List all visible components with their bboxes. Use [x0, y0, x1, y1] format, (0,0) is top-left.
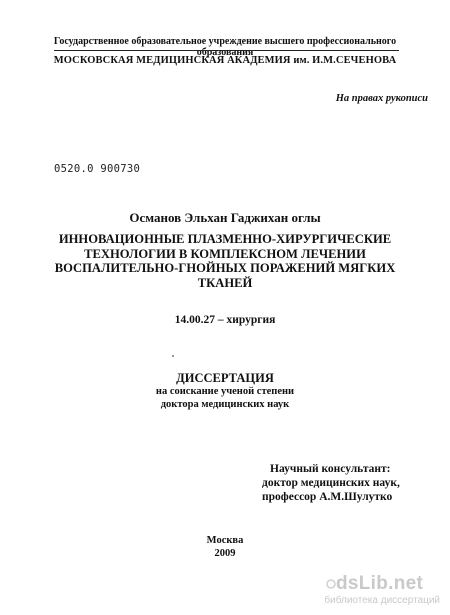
- year: 2009: [214, 548, 236, 559]
- watermark-logo: dsLib.net: [336, 573, 424, 594]
- title-line: ИННОВАЦИОННЫЕ ПЛАЗМЕННО-ХИРУРГИЧЕСКИЕ: [58, 232, 392, 246]
- advisor-name: профессор А.М.Шулутко: [262, 491, 393, 503]
- watermark-caption: библиотека диссертаций: [324, 595, 440, 606]
- specialty-code: 14.00.27 – хирургия: [174, 314, 276, 326]
- catalog-code: 0520.0 900730: [54, 163, 141, 175]
- title-line: ТЕХНОЛОГИИ В КОМПЛЕКСНОМ ЛЕЧЕНИИ: [84, 246, 366, 261]
- author-name: Османов Эльхан Гаджихан оглы: [129, 210, 321, 225]
- institution-line: Государственное образовательное учреждение высшего профессионального образования: [53, 36, 397, 58]
- header-divider: [54, 50, 399, 51]
- manuscript-rights-note: На правах рукописи: [335, 93, 428, 104]
- academy-name: МОСКОВСКАЯ МЕДИЦИНСКАЯ АКАДЕМИЯ им. И.М.СЕЧЕНОВА: [53, 55, 397, 66]
- dslib-watermark: [300, 573, 440, 609]
- scan-speck: [172, 355, 174, 357]
- dslib-logo-icon: [326, 579, 336, 589]
- place: Москва: [206, 535, 244, 546]
- dissertation-title: [20, 232, 430, 290]
- advisor-degree: доктор медицинских наук,: [262, 477, 400, 489]
- document-type: ДИССЕРТАЦИЯ: [176, 371, 274, 385]
- title-line: ВОСПАЛИТЕЛЬНО-ГНОЙНЫХ ПОРАЖЕНИЙ МЯГКИХ: [54, 261, 396, 275]
- title-line: ТКАНЕЙ: [197, 275, 253, 290]
- advisor-heading: Научный консультант:: [270, 463, 391, 475]
- scientific-advisor: [262, 462, 447, 504]
- place-and-year: [0, 534, 450, 560]
- degree-sought: [0, 386, 450, 411]
- degree-line: на соискание ученой степени: [155, 386, 295, 397]
- degree-line: доктора медицинских наук: [160, 398, 290, 410]
